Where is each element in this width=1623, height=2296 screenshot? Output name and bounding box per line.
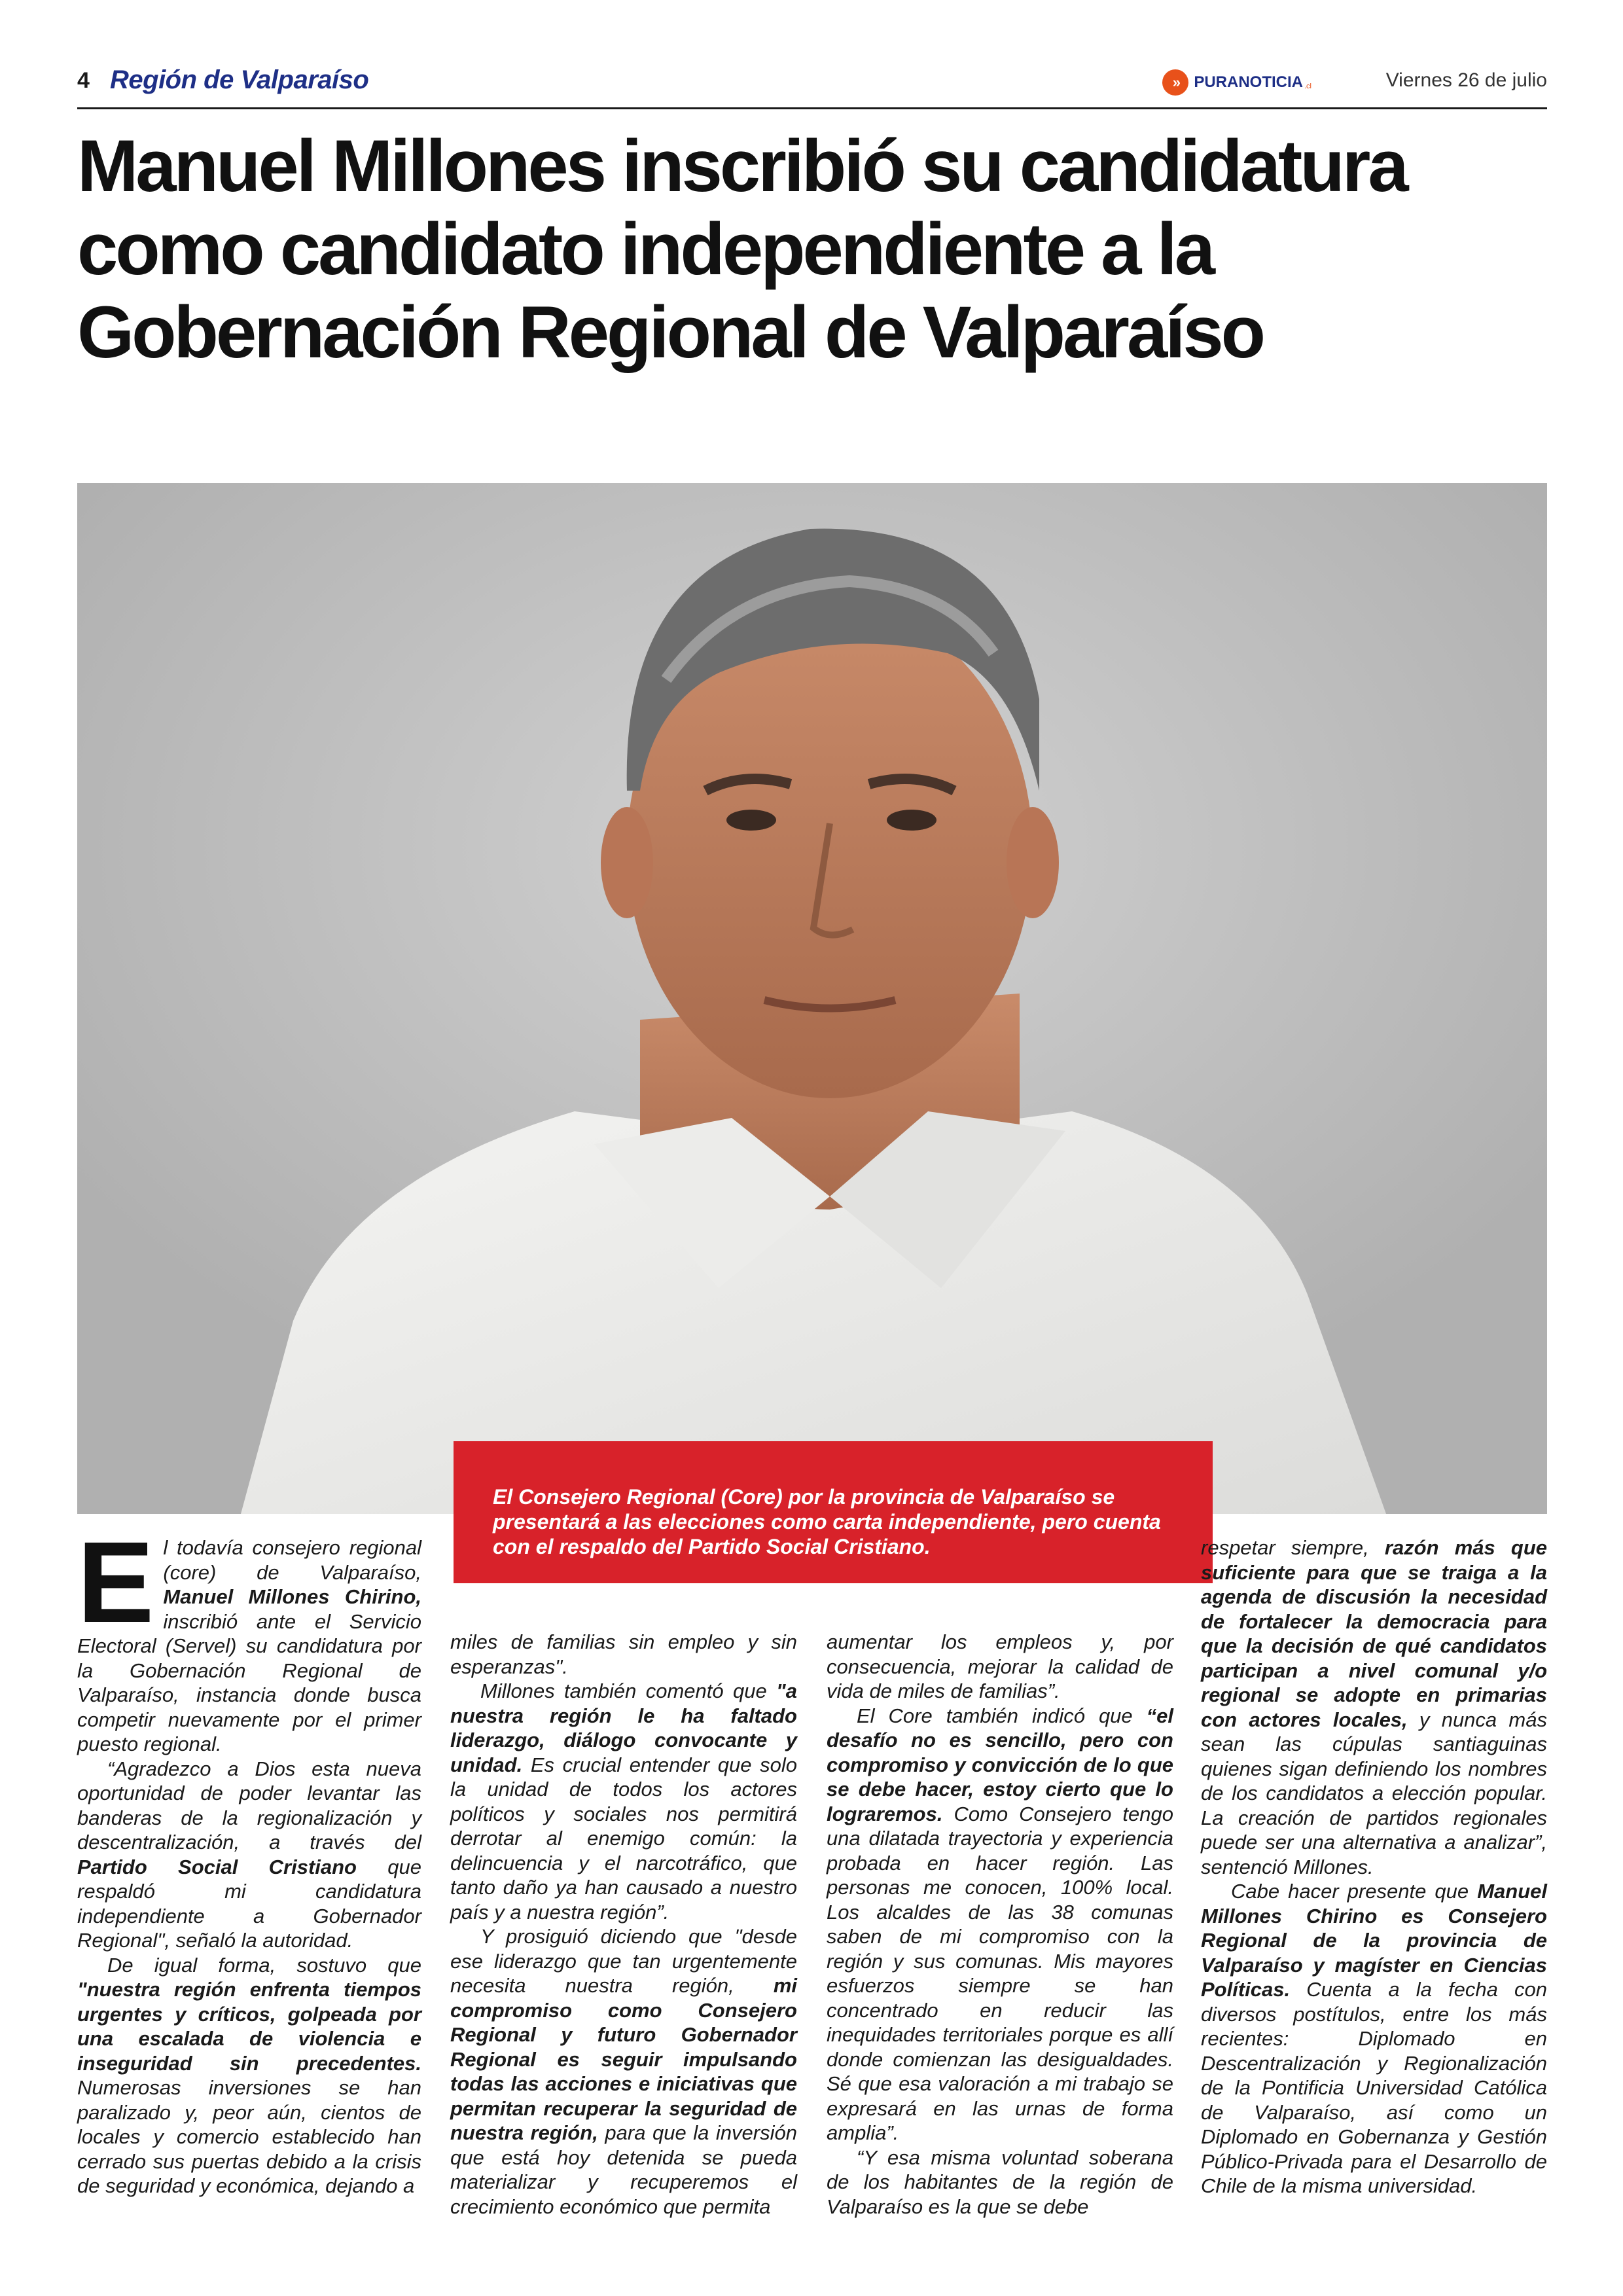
text-run: respetar siempre, [1201, 1536, 1385, 1559]
text-run: Cuenta a la fecha con diversos postítulos, entre los más recientes: Diplomado en Descentralización y Regionalización de la Pontificia Universidad Católica de Valparaíso, así como un Diplomado en Gobernanza y Gestión Público-Privada para el Desarrollo de Chile de la misma universidad. [1201, 1978, 1547, 2197]
text-run: Numerosas inversiones se han paralizado y, peor aún, cientos de locales y comercio establecido han cerrado sus puertas debido a la crisis de seguridad y económica, dejando a [77, 2076, 421, 2197]
text-run: “Agradezco a Dios esta nueva oportunidad de poder levantar las banderas de la regionalización y descentralización, a través del [77, 1757, 421, 1854]
article-column-3 [827, 1630, 1173, 2219]
text-run: y nunca más sean las cúpulas santiaguinas quienes sigan definiendo los nombres de los candidatos a elección popular. La creación de partidos regionales puede ser una alternativa a analizar”, sentenció Millones. [1201, 1708, 1547, 1878]
paragraph: miles de familias sin empleo y sin esperanzas". [450, 1630, 797, 1678]
portrait-photo [77, 483, 1547, 1514]
paragraph [450, 1679, 797, 1924]
text-run: Es crucial entender que solo la unidad de todos los actores políticos y sociales nos permitirá derrotar al enemigo común: la delincuencia y el narcotráfico, que tanto daño ya han causado a nuestro país y a nuestra región”. [450, 1753, 797, 1924]
bold-run: “el desafío no es sencillo, pero con compromiso y convicción de lo que se debe hacer, estoy cierto que lo lograremos. [827, 1704, 1173, 1825]
paragraph: “Y esa misma voluntad soberana de los habitantes de la región de Valparaíso es la que se debe [827, 2145, 1173, 2218]
brand-suffix: .cl [1304, 82, 1311, 90]
paragraph [1201, 1535, 1547, 1879]
portrait-illustration [77, 483, 1547, 1514]
bold-run: razón más que suficiente para que se traiga a la agenda de discusión la necesidad de fortalecer la democracia para que la decisión de qué candidatos participan a nivel comunal y/o regional se adopte en primarias con actores locales, [1201, 1536, 1547, 1731]
paragraph [450, 1924, 797, 2219]
brand-arrows-icon: » [1162, 69, 1188, 96]
brand-name: PURANOTICIA [1194, 73, 1303, 91]
text-run: Millones también comentó que [480, 1679, 777, 1702]
article-column-4 [1201, 1535, 1547, 2198]
text-run: El Core también indicó que [857, 1704, 1147, 1727]
bold-run: "nuestra región enfrenta tiempos urgentes y críticos, golpeada por una escalada de violencia e inseguridad sin precedentes. [77, 1978, 421, 2075]
paragraph [1201, 1879, 1547, 2198]
bold-run: Manuel Millones Chirino es Consejero Regional de la provincia de Valparaíso y magíster en Ciencias Políticas. [1201, 1880, 1547, 2001]
paragraph [77, 1518, 421, 1757]
text-run: que respaldó mi candidatura independiente a Gobernador Regional", señaló la autoridad. [77, 1855, 421, 1952]
bold-run: "a nuestra región le ha faltado liderazgo, diálogo convocante y unidad. [450, 1679, 797, 1776]
article-column-2 [450, 1630, 797, 2219]
brand-logo [1162, 69, 1311, 96]
text-run: l todavía consejero regional (core) de Valparaíso, [163, 1536, 421, 1584]
article-column-1 [77, 1518, 421, 2198]
paragraph: aumentar los empleos y, por consecuencia, mejorar la calidad de vida de miles de familias”. [827, 1630, 1173, 1702]
text-run: para que la inversión que está hoy detenida se pueda materializar y recuperemos el crecimiento económico que permita [450, 2121, 797, 2218]
bold-run: Manuel Millones Chirino, [163, 1585, 421, 1608]
page-header [77, 60, 1547, 109]
headline: Manuel Millones inscribió su candidatura como candidato independiente a la Gobernación Regional de Valparaíso [77, 125, 1406, 373]
drop-cap: E [77, 1518, 154, 1647]
text-run: De igual forma, sostuvo que [107, 1953, 421, 1977]
text-run: inscribió ante el Servicio Electoral (Servel) su candidatura por la Gobernación Regional de Valparaíso, instancia donde busca competir nuevamente por el primer puesto regional. [77, 1609, 421, 1755]
page-number: 4 [77, 68, 90, 93]
paragraph [77, 1757, 421, 1953]
text-run: Y prosiguió diciendo que "desde ese liderazgo que tan urgentemente necesita nuestra región, [450, 1925, 797, 1997]
bold-run: Partido Social Cristiano [77, 1855, 357, 1878]
text-run: Cabe hacer presente que [1231, 1880, 1478, 1903]
section-name: Región de Valparaíso [110, 65, 369, 94]
bold-run: mi compromiso como Consejero Regional y futuro Gobernador Regional es seguir impulsando todas las acciones e iniciativas que permitan recuperar la seguridad de nuestra región, [450, 1974, 797, 2144]
callout-box: El Consejero Regional (Core) por la provincia de Valparaíso se presentará a las elecciones como carta independiente, pero cuenta con el respaldo del Partido Social Cristiano. [454, 1441, 1213, 1583]
text-run: Como Consejero tengo una dilatada trayectoria y experiencia probada en hacer región. Las personas me conocen, 100% local. Los alcaldes de las 38 comunas saben de mi compromiso con la región y sus comunas. Mis mayores esfuerzos siempre se han concentrado en reducir las inequidades territoriales porque es allí donde comienzan las desigualdades. Sé que esa valoración a mi trabajo se expresará en las urnas de forma amplia”. [827, 1802, 1173, 2144]
paragraph [827, 1704, 1173, 2145]
issue-date: Viernes 26 de julio [1385, 69, 1547, 91]
paragraph [77, 1953, 421, 2198]
